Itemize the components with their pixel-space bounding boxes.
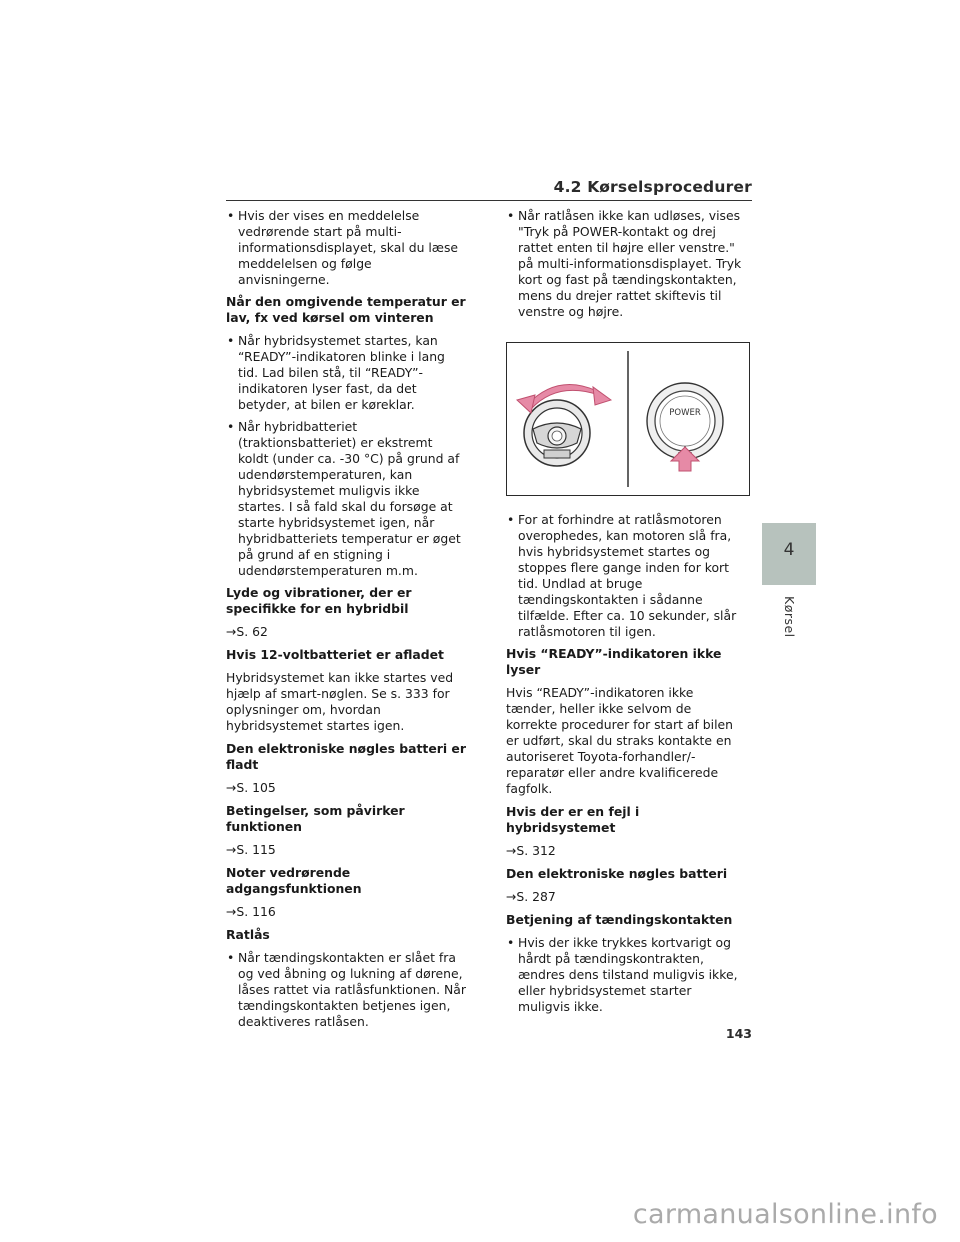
right-column	[506, 208, 746, 1021]
page-reference-116: →S. 116	[226, 904, 276, 919]
power-label: POWER	[669, 408, 701, 418]
heading-ready-not-lit: Hvis “READY”-indikatoren ikke lyser	[506, 646, 722, 677]
steering-wheel-icon	[524, 400, 590, 466]
left-column	[226, 208, 466, 1036]
heading-ignition-operation: Betjening af tændingskontakten	[506, 912, 733, 927]
heading-12v-battery: Hvis 12-voltbatteriet er afladet	[226, 647, 444, 662]
illustration-svg	[507, 343, 749, 495]
heading-sounds-vibrations: Lyde og vibrationer, der er specifikke for en hybridbil	[226, 585, 412, 616]
bullet-lock-release: • Når ratlåsen ikke kan udløses, vises "Tryk på POWER-kontakt og drej rattet enten til højre eller venstre." på multi-informationsdisplayet. Tryk kort og fast på tændingskontakten, mens du drejer rattet skiftevis til venstre og højre.	[506, 208, 746, 320]
heading-conditions: Betingelser, som påvirker funktionen	[226, 803, 405, 834]
heading-key-battery-flat: Den elektroniske nøgles batteri er fladt	[226, 741, 466, 772]
bullet-start-message: • Hvis der vises en meddelelse vedrørende start på multi-informationsdisplayet, skal du læse meddelelsen og følge anvisningerne.	[226, 208, 466, 288]
bullet-lock-motor: • For at forhindre at ratlåsmotoren overophedes, kan motoren slå fra, hvis hybridsystemet startes og stoppes flere gange inden for kort tid. Undlad at bruge tændingskontakten i sådanne tilfælde. Efter ca. 10 sekunder, slår ratlåsmotoren til igen.	[506, 512, 746, 640]
bullet-ready-blink: • Når hybridsystemet startes, kan “READY”-indikatoren blinke i lang tid. Lad bilen stå, til “READY”-indikatoren lyser fast, da det betyder, at bilen er køreklar.	[226, 333, 466, 413]
heading-entry-notes: Noter vedrørende adgangsfunktionen	[226, 865, 362, 896]
header-divider	[226, 200, 752, 201]
watermark: carmanualsonline.info	[632, 1199, 938, 1230]
page-number: 143	[725, 1026, 752, 1041]
heading-hybrid-fault: Hvis der er en fejl i hybridsystemet	[506, 804, 640, 835]
chapter-number: 4	[783, 540, 795, 560]
heading-steering-lock: Ratlås	[226, 927, 270, 942]
page-reference-62: →S. 62	[226, 624, 268, 639]
bullet-steering-lock: • Når tændingskontakten er slået fra og ved åbning og lukning af dørene, låses rattet via ratlåsfunktionen. Når tændingskontakten betjenes igen, deaktiveres ratlåsen.	[226, 950, 466, 1030]
page-reference-115: →S. 115	[226, 842, 276, 857]
heading-key-battery: Den elektroniske nøgles batteri	[506, 866, 728, 881]
page-reference-105: →S. 105	[226, 780, 276, 795]
bullet-ignition-press: • Hvis der ikke trykkes kortvarigt og hårdt på tændingskontrakten, ændres dens tilstand muligvis ikke, eller hybridsystemet starter muligvis ikke.	[506, 935, 746, 1015]
page-reference-287: →S. 287	[506, 889, 556, 904]
chapter-label: Kørsel	[782, 596, 797, 638]
paragraph-ready-not-lit: Hvis “READY”-indikatoren ikke tænder, heller ikke selvom de korrekte procedurer for start af bilen er udført, skal du straks kontakte en autoriseret Toyota-forhandler/-reparatør eller andre kvalificerede fagfolk.	[506, 685, 734, 796]
steering-power-illustration	[506, 342, 750, 496]
paragraph-12v-battery: Hybridsystemet kan ikke startes ved hjælp af smart-nøglen. Se s. 333 for oplysninger om, hvordan hybridsystemet startes igen.	[226, 670, 454, 733]
section-title: 4.2 Kørselsprocedurer	[553, 178, 752, 196]
heading-cold-temperature: Når den omgivende temperatur er lav, fx ved kørsel om vinteren	[226, 294, 466, 325]
bullet-cold-battery: • Når hybridbatteriet (traktionsbatteriet) er ekstremt koldt (under ca. -30 °C) på grund af udendørstemperaturen, kan hybridsystemet muligvis ikke startes. I så fald skal du forsøge at starte hybridsystemet igen, når hybridbatteriets temperatur er øget på grund af en stigning i udendørstemperaturen m.m.	[226, 419, 466, 579]
page-reference-312: →S. 312	[506, 843, 556, 858]
